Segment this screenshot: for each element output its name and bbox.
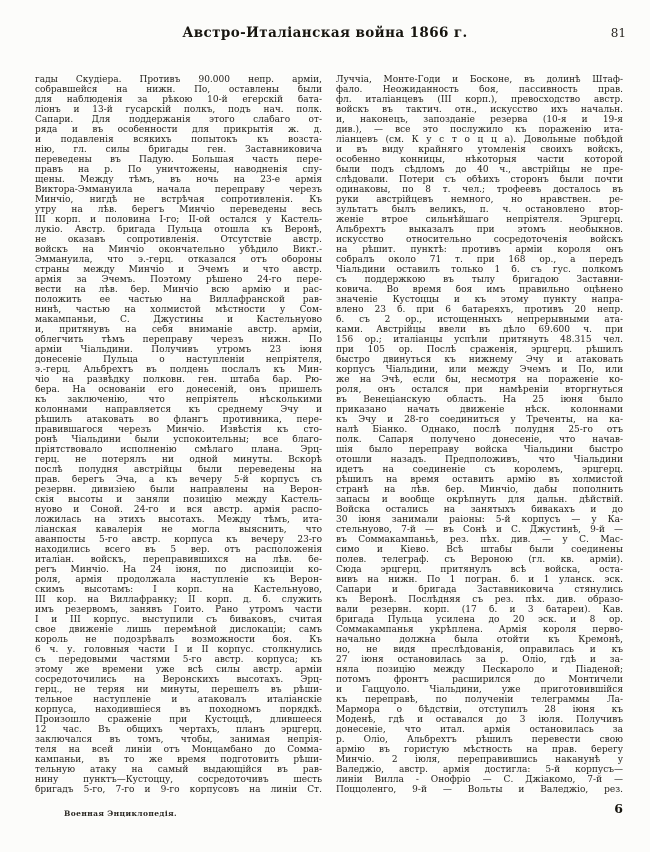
text-line: див.), — все это послужило къ пораженію ита- [336, 125, 623, 135]
text-line: собравшейся на нижн. По, оставлены были [35, 85, 322, 95]
text-line: заключался въ томъ, чтобы, занимая непрія- [35, 735, 322, 745]
text-line: рѣшилъ на время оставить армію въ холмистой [336, 475, 623, 485]
text-line: герц., не теряя ни минуты, перешелъ въ рѣши- [35, 685, 322, 695]
text-line: р. Оліо, Альбрехтъ рѣшилъ перевести свою [336, 735, 623, 745]
text-line: отошли назадъ. Предположивъ, что Чіальдини [336, 455, 623, 465]
text-line: свое движеніе лишь перемѣной дислокаціи; самъ [35, 625, 322, 635]
text-line: къ заключенію, что непріятель нѣсколькими [35, 395, 322, 405]
text-line: б. съ 2 ор., истощенныхъ непрерывными ата- [336, 315, 623, 325]
text-line: имъ резервомъ, занявъ Гоито. Рано утромъ части [35, 605, 322, 615]
text-line: тельную атаку на самый выдающійся въ рав- [35, 765, 322, 775]
text-line: фало. Неожиданность боя, пассивность прав. [336, 85, 623, 95]
text-line: ронѣ Чіальдини были успокоительны; все благо- [35, 435, 322, 445]
text-line: положить ее частью на Виллафранской рав- [35, 295, 322, 305]
text-line: нію, гл. силы бригады ген. Заставниковича [35, 145, 322, 155]
text-line: къ Веронѣ. Послѣдняя съ рез. пѣх. див. образо- [336, 595, 623, 605]
text-line: Войска остались на занятыхъ бивакахъ и до [336, 505, 623, 515]
text-line: шія было переправу войска Чіальдини быстро [336, 445, 623, 455]
text-line: особенно конницы, нѣкоторыя части которой [336, 155, 623, 165]
text-line: пріятствовало исполненію смѣлаго плана. Эрц- [35, 445, 322, 455]
text-line: Моденѣ, гдѣ и оставался до 3 іюля. Получивъ [336, 715, 623, 725]
text-line: няла позицію между Пескароло и Піаденой; [336, 665, 623, 675]
text-line: тельное наступленіе и атаковалъ италіанскіе [35, 695, 322, 705]
text-line: бригадъ 5-го, 7-го и 9-го корпусовъ на линіи Ст. [35, 785, 322, 795]
text-line: и, притянувъ на себя вниманіе австр. арміи, [35, 325, 322, 335]
text-line: при 105 ор. Послѣ сраженія, эрцгерц. рѣшилъ [336, 345, 623, 355]
text-line: начально должна была отойти къ Кремонѣ, [336, 635, 623, 645]
text-line: теля на всей линіи отъ Монцамбано до Сомма- [35, 745, 322, 755]
text-line: гады Скудіера. Противъ 90.000 непр. арміи, [35, 75, 322, 85]
text-line: не оказавъ сопротивленія. Отсутствіе австр. [35, 235, 322, 245]
text-line: быстро двинуться къ нижнему Эчу и атаковать [336, 355, 623, 365]
text-line: зультатъ былъ великъ, п. ч. остановлено втор- [336, 205, 623, 215]
text-line: и, наконецъ, запозданіе резерва (10-я и 19-я [336, 115, 623, 125]
text-columns [35, 75, 623, 795]
text-line: стельнуово, 7-й — въ Сонѣ и С. Джустинѣ, 9-й — [336, 525, 623, 535]
text-line: приказано начать движеніе нѣск. колоннами [336, 405, 623, 415]
text-line: правившагося черезъ Минчіо. Извѣстія къ сто- [35, 425, 322, 435]
text-line: ковича. Во время боя имъ правильно оцѣнено [336, 285, 623, 295]
text-line: сосредоточились на Веронскихъ высотахъ. Эрц- [35, 675, 322, 685]
text-line: облегчить тѣмъ переправу черезъ нижн. По [35, 335, 322, 345]
text-line: съ передовыми частями 5-го австр. корпуса; къ [35, 655, 322, 665]
text-line: донесеніе Пульца о наступленіи непріятеля, [35, 355, 322, 365]
text-line: корпусъ Чіальдини, или между Эчемъ и По, или [336, 365, 623, 375]
text-line: вивъ на нижн. По 1 погран. б. и 1 уланск. эск. [336, 575, 623, 585]
text-line: армія за Эчемъ. Поэтому рѣшено 24-го пере- [35, 275, 322, 285]
text-line: Поццоленго, 9-й — Вольты и Валеджіо, рез. [336, 785, 623, 795]
text-line: но, не видя преслѣдованія, оправилась и къ [336, 645, 623, 655]
footer-imprint: Военная Энциклопедія. [64, 809, 178, 818]
text-line: I и III корпус. выступили съ биваковъ, считая [35, 615, 322, 625]
text-line: ліонъ и 13-й гусарскій полкъ, подъ нач. полк. [35, 105, 322, 115]
text-line: скія высоты и заняли позицію между Кастель- [35, 495, 322, 505]
text-line: кампаньи, въ то же время подготовить рѣши- [35, 755, 322, 765]
text-line: вести на лѣв. бер. Минчіо всю армію и рас- [35, 285, 322, 295]
text-line: Сюда эрцгерц. притянулъ всѣ войска, оста- [336, 565, 623, 575]
text-line: нинѣ, частью на холмистой мѣстности у Сом- [35, 305, 322, 315]
text-line: 6 ч. у. головныя части I и II корпус. столкнулись [35, 645, 322, 655]
text-line: находились всего въ 5 вер. отъ расположенія [35, 545, 322, 555]
text-line: къ Эчу и 28-го соединиться у Треченты, на ка- [336, 415, 623, 425]
text-line: слѣдовали. Потери съ обѣихъ сторонъ были почти [336, 175, 623, 185]
text-line: аванпосты 5-го австр. корпуса къ вечеру 23-го [35, 535, 322, 545]
text-line: лукіо. Австр. бригада Пульца отошла къ Веронѣ, [35, 225, 322, 235]
text-line: ліанцевъ (см. К у с т о ц ц а). Довольные побѣдой [336, 135, 623, 145]
text-line: нину пунктъ—Кустоццу, сосредоточивъ шесть [35, 775, 322, 785]
text-line: потомъ фронтъ расширился до Монтичели [336, 675, 623, 685]
text-line: полев. телеграф. съ Вероною (гл. кв. арміи). [336, 555, 623, 565]
text-line: роля, армія продолжала наступленіе къ Верон- [35, 575, 322, 585]
text-line: для наблюденія за рѣкою 10-й егерскій бата- [35, 95, 322, 105]
text-line: въ Венеціанскую область. На 25 іюня было [336, 395, 623, 405]
text-line: войскъ на Минчіо окончательно убѣдило Викт.- [35, 245, 322, 255]
text-line: Эммануила, что э.-герц. отказался отъ обороны [35, 255, 322, 265]
text-line: Сапари и бригада Заставниковича стянулись [336, 585, 623, 595]
text-line: симо и Кіево. Всѣ штабы были соединены [336, 545, 623, 555]
text-line: влено 23 б. при 6 батареяхъ, противъ 20 непр. [336, 305, 623, 315]
text-line: король не подозрѣвалъ возможности боя. Къ [35, 635, 322, 645]
text-line: полк. Сапаря получено донесеніе, что начав- [336, 435, 623, 445]
text-line: были подъ сѣдломъ до 40 ч., австрійцы не пре- [336, 165, 623, 175]
page-title: Австро-Италіанская война 1866 г. [182, 25, 468, 41]
text-line: же на Эчѣ, если бы, несмотря на пораженіе ко- [336, 375, 623, 385]
text-line: скимъ высотамъ: I корп. на Кастельнуово, [35, 585, 322, 595]
text-line: линіи Вилла - Онофріо — С. Джіакомо, 7-й — [336, 775, 623, 785]
page-number: 81 [610, 26, 626, 40]
column-right [336, 75, 623, 795]
text-line: странѣ на лѣв. бер. Минчіо, дабы пополнить [336, 485, 623, 495]
text-line: женіе втрое сильнѣйшаго непріятеля. Эрцгерц. [336, 215, 623, 225]
text-line: щены. Между тѣмъ, въ ночь на 23-е армія [35, 175, 322, 185]
text-line: италіан. войскъ, переправившихся на лѣв. бе- [35, 555, 322, 565]
text-line: бера. На основаніи его донесеній, онъ пришелъ [35, 385, 322, 395]
text-line: э.-герц. Альбрехтъ въ полдень послалъ къ Мин- [35, 365, 322, 375]
text-line: нуово и Соной. 24-го и вся австр. армія распо- [35, 505, 322, 515]
text-line: этому же времени уже всѣ силы австр. арміи [35, 665, 322, 675]
text-line: налѣ Біанко. Однако, послѣ полудня 25-го отъ [336, 425, 623, 435]
text-line: искусство относительно сосредоточенія войскъ [336, 235, 623, 245]
text-line: одинаковы, по 8 т. чел.; трофеевъ досталось въ [336, 185, 623, 195]
text-line: Луччіа, Монте-Годи и Босконе, въ долинѣ Штаф- [336, 75, 623, 85]
text-line: прав. берегъ Эча, а къ вечеру 5-й корпусъ съ [35, 475, 322, 485]
text-line: 30 іюня занимали раіоны: 5-й корпусъ — у Ка- [336, 515, 623, 525]
text-line: Минчіо, нигдѣ не встрѣчая сопротивленія. Къ [35, 195, 322, 205]
text-line: утру на лѣв. берегъ Минчіо переведены весь [35, 205, 322, 215]
text-line: ряда и въ особенности для прикрытія ж. д. [35, 125, 322, 135]
text-line: III корп. и половина I-го; II-ой остался у Кастель- [35, 215, 322, 225]
text-line: Сапари. Для поддержанія этого слабаго от- [35, 115, 322, 125]
text-line: Валеджіо, австр. армія достигла: 5-й корпусъ— [336, 765, 623, 775]
text-line: ложилась на этихъ высотахъ. Между тѣмъ, ита- [35, 515, 322, 525]
text-line: регъ Минчіо. На 24 іюня, по диспозиціи ко- [35, 565, 322, 575]
text-line: донесеніе, что итал. армія остановилась за [336, 725, 623, 735]
text-line: арміи Чіальдини. Получивъ утромъ 23 іюня [35, 345, 322, 355]
text-line: Минчіо. 2 іюля, переправившись наканунѣ у [336, 755, 623, 765]
text-line: Виктора-Эммануила начала переправу черезъ [35, 185, 322, 195]
text-line: роля, онъ остался при намѣреніи вторгнуться [336, 385, 623, 395]
text-line: армію въ гористую мѣстность на прав. берегу [336, 745, 623, 755]
text-line: войскъ въ тактич. отн., искусство ихъ начальн. [336, 105, 623, 115]
text-line: переведены въ Падую. Большая часть пере- [35, 155, 322, 165]
text-line: ками. Австрійцы ввели въ дѣло 69.600 ч. при [336, 325, 623, 335]
text-line: значеніе Кустоццы и къ этому пункту напра- [336, 295, 623, 305]
text-line: идетъ на соединеніе съ королемъ, эрцгерц. [336, 465, 623, 475]
text-line: герц. не потерялъ ни одной минуты. Вскорѣ [35, 455, 322, 465]
text-line: запасы и вообще окрѣпнуть для дальн. дѣйствій. [336, 495, 623, 505]
text-line: фл. италіанцевъ (III корп.), превосходство австр. [336, 95, 623, 105]
text-line: страны между Минчіо и Эчемъ и что австр. [35, 265, 322, 275]
text-line: Чіальдини оставилъ только 1 б. съ гус. полкомъ [336, 265, 623, 275]
text-line: и въ виду крайняго утомленія своихъ войскъ, [336, 145, 623, 155]
text-line: колоннами направляется къ среднему Эчу и [35, 405, 322, 415]
text-line: корпуса, находившіеся въ походномъ порядкѣ. [35, 705, 322, 715]
text-line: съ поддержкою въ тылу бригадою Заставни- [336, 275, 623, 285]
text-line: рѣшилъ атаковать во флангъ противника, пере- [35, 415, 322, 425]
text-line: чіо на развѣдку полковн. ген. штаба бар. Рю- [35, 375, 322, 385]
text-line: резервн. дивизіею были направлены на Верон- [35, 485, 322, 495]
text-line: на рѣшит. пунктѣ: противъ арміи короля онъ [336, 245, 623, 255]
text-line: макампаньи, С. Джустины и Кастельнуово [35, 315, 322, 325]
text-line: Мармора о бѣдствіи, отступилъ 28 іюня къ [336, 705, 623, 715]
text-line: собралъ около 71 т. при 168 ор., а передъ [336, 255, 623, 265]
text-line: послѣ полудня австрійцы были переведены на [35, 465, 322, 475]
text-line: вали резервн. корп. (17 б. и 3 батареи). Кав. [336, 605, 623, 615]
text-line: Произошло сраженіе при Кустоццѣ, длившееся [35, 715, 322, 725]
text-line: и Гаццуоло. Чіальдини, уже приготовившійся [336, 685, 623, 695]
text-line: Соммакампанья укрѣплена. Армія короля перво- [336, 625, 623, 635]
text-line: бригада Пульца усилена до 20 эск. и 8 ор. [336, 615, 623, 625]
text-line: и подавленія всякихъ попытокъ къ возста- [35, 135, 322, 145]
text-line: руки австрійцевъ немного, но нравствен. ре- [336, 195, 623, 205]
text-line: въ Соммакампаньѣ, рез. пѣх. див. — у С. Мас- [336, 535, 623, 545]
footer-sheet-number: 6 [614, 801, 623, 816]
text-line: 156 ор.; италіанцы успѣли притянуть 48.315 чел. [336, 335, 623, 345]
text-line: Альбрехтъ выказалъ при этомъ необыкнов. [336, 225, 623, 235]
text-line: правъ на р. По уничтожены, наводненія спу- [35, 165, 322, 175]
text-line: къ переправѣ, по полученіи телеграммы Ла- [336, 695, 623, 705]
text-line: III кор. на Виллафранку; II корп. д. б. служить [35, 595, 322, 605]
column-left [35, 75, 322, 795]
text-line: ліанская кавалерія не могла выяснить, что [35, 525, 322, 535]
text-line: 12 час. Въ общихъ чертахъ, планъ эрцгерц. [35, 725, 322, 735]
text-line: 27 іюня остановилась за р. Оліо, гдѣ и за- [336, 655, 623, 665]
